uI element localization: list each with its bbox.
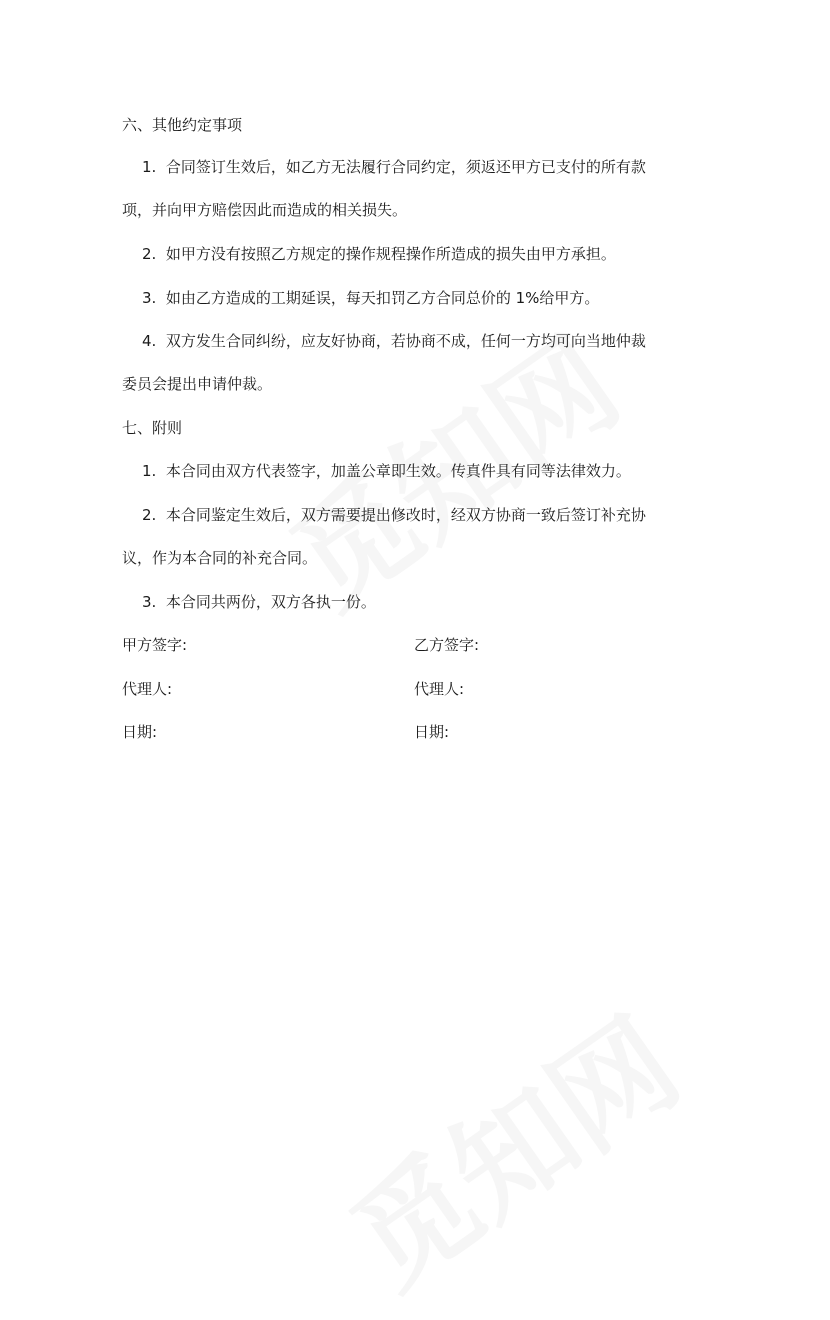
item-number: 4. (142, 332, 157, 350)
item-text: 合同签订生效后，如乙方无法履行合同约定，须返还甲方已支付的所有款 (165, 158, 646, 176)
list-item (122, 287, 722, 309)
item-text: 如由乙方造成的工期延误，每天扣罚乙方合同总价的 1%给甲方。 (165, 289, 600, 307)
party-b-signature-label: 乙方签字: (414, 636, 480, 654)
item-number: 2. (142, 506, 157, 524)
item-text: 委员会提出申请仲裁。 (122, 375, 273, 393)
watermark (313, 972, 707, 1319)
item-text: 本合同共两份，双方各执一份。 (165, 593, 376, 611)
party-a-signature-label: 甲方签字: (122, 636, 188, 654)
item-number: 2. (142, 245, 157, 263)
item-number: 1. (142, 158, 157, 176)
item-text: 如甲方没有按照乙方规定的操作规程操作所造成的损失由甲方承担。 (165, 245, 616, 263)
party-a-agent-label: 代理人: (122, 680, 173, 698)
item-number: 3. (142, 289, 157, 307)
list-item (122, 504, 722, 569)
item-text: 本合同由双方代表签字，加盖公章即生效。传真件具有同等法律效力。 (165, 462, 631, 480)
party-a-date-label: 日期: (122, 723, 158, 741)
section-heading-6: 六、其他约定事项 (122, 116, 243, 134)
item-text: 项，并向甲方赔偿因此而造成的相关损失。 (122, 201, 408, 219)
party-b-date-label: 日期: (414, 723, 450, 741)
list-item (122, 591, 722, 613)
item-number: 1. (142, 462, 157, 480)
list-item (122, 330, 722, 395)
item-text: 议，作为本合同的补充合同。 (122, 549, 318, 567)
list-item (122, 460, 722, 482)
item-text: 本合同鉴定生效后，双方需要提出修改时，经双方协商一致后签订补充协 (165, 506, 646, 524)
party-b-agent-label: 代理人: (414, 680, 465, 698)
list-item (122, 156, 722, 221)
section-heading-7: 七、附则 (122, 419, 183, 437)
item-number: 3. (142, 593, 157, 611)
item-text: 双方发生合同纠纷，应友好协商，若协商不成，任何一方均可向当地仲裁 (165, 332, 646, 350)
list-item (122, 243, 722, 265)
